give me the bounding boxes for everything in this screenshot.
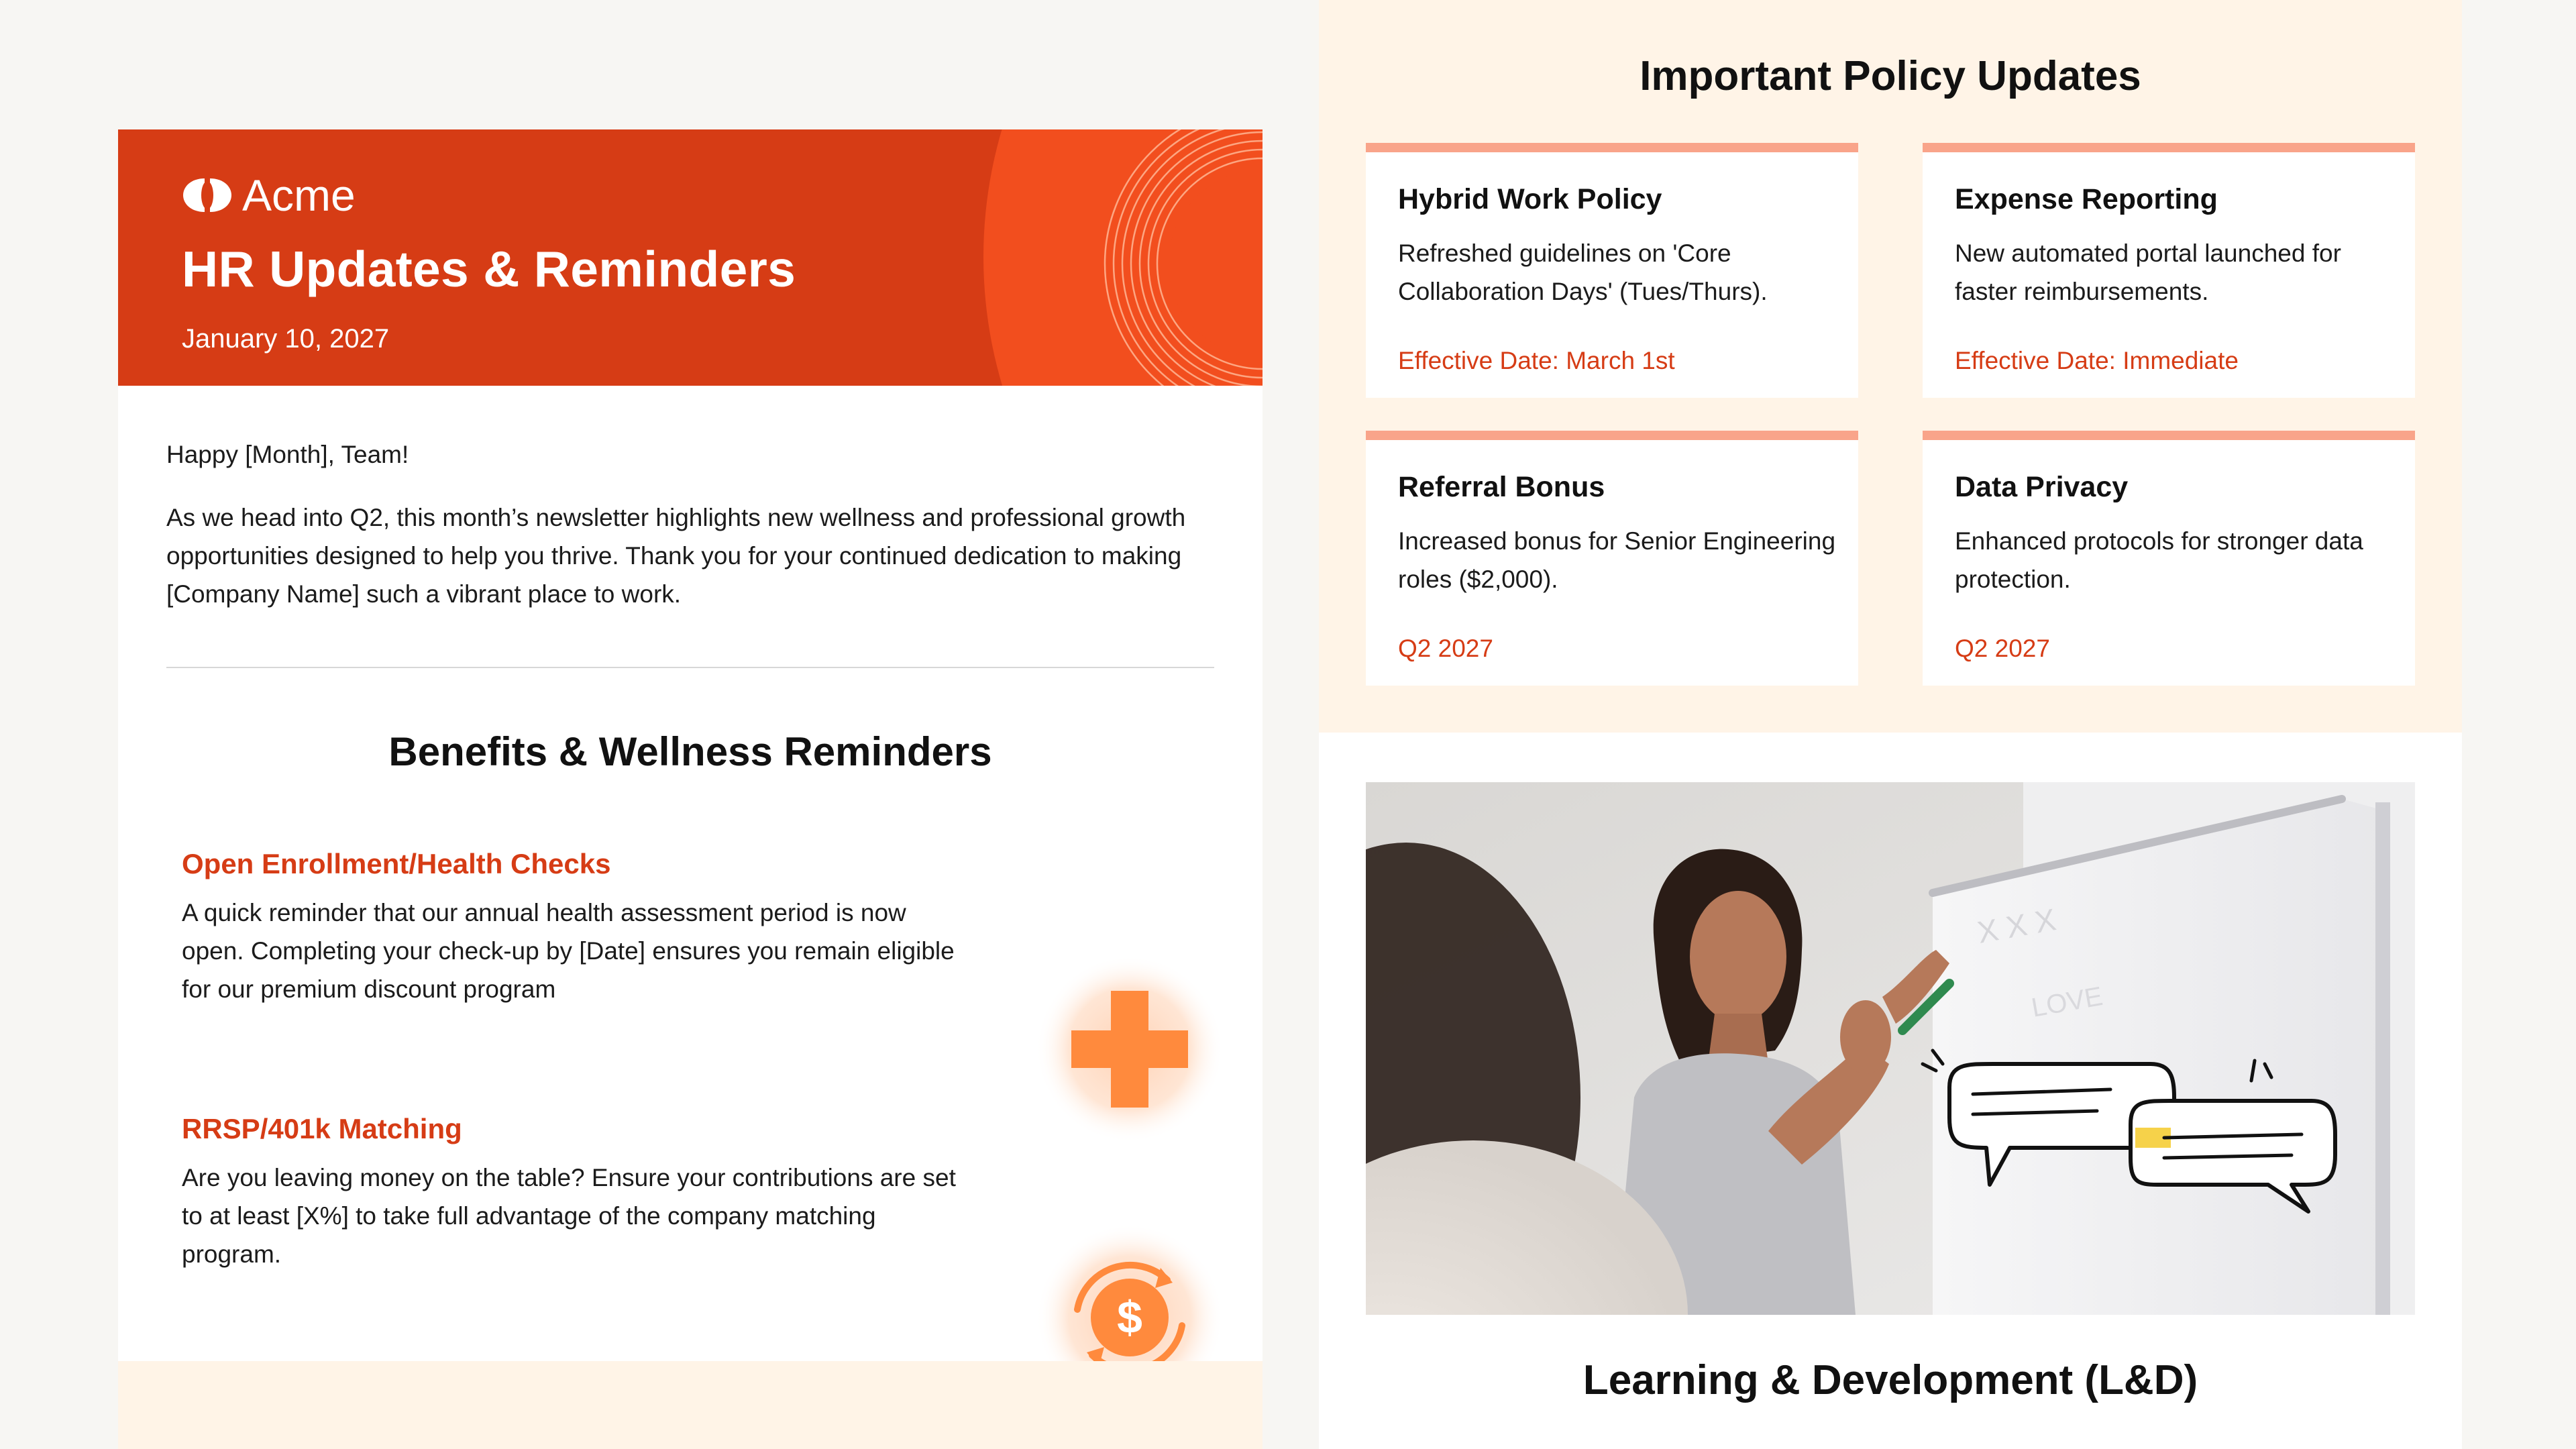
benefit-text: A quick reminder that our annual health assessment period is now open. Completing your check-up by [Date] ensures you remain eligible for our premium discount program xyxy=(182,899,955,1003)
benefit-title: RRSP/401k Matching xyxy=(182,1113,462,1144)
svg-text:$: $ xyxy=(1117,1292,1142,1343)
policy-card-description: Refreshed guidelines on 'Core Collaboration Days' (Tues/Thurs). xyxy=(1398,239,1768,305)
benefit-text: Are you leaving money on the table? Ensure your contributions are set to at least [X%] to take full advantage of the company matching program. xyxy=(182,1164,956,1268)
policy-card-title: Hybrid Work Policy xyxy=(1398,183,1662,215)
policy-card-title: Referral Bonus xyxy=(1398,471,1605,503)
acme-logo-icon xyxy=(182,177,233,213)
newsletter-title: HR Updates & Reminders xyxy=(182,241,796,297)
policy-card-expense-reporting xyxy=(1923,143,2415,398)
newsletter-header-banner xyxy=(118,129,1263,386)
policy-card-hybrid-work xyxy=(1366,143,1858,398)
learning-heading: Learning & Development (L&D) xyxy=(1582,1357,2198,1403)
newsletter-left-column xyxy=(118,129,1263,1449)
policy-updates-section xyxy=(1319,0,2462,733)
policy-card-title: Expense Reporting xyxy=(1955,183,2218,215)
policy-card-title: Data Privacy xyxy=(1955,471,2129,503)
svg-text:X X X: X X X xyxy=(1974,902,2059,950)
newsletter-right-column xyxy=(1319,0,2462,1449)
policy-card-timeline: Q2 2027 xyxy=(1398,635,1493,662)
policy-card-description: Increased bonus for Senior Engineering roles ($2,000). xyxy=(1398,527,1836,593)
presenter-illustration xyxy=(1366,782,2415,1315)
benefit-title: Open Enrollment/Health Checks xyxy=(182,848,611,879)
benefits-heading: Benefits & Wellness Reminders xyxy=(388,729,992,774)
intro-body: As we head into Q2, this month’s newsletter highlights new wellness and professional growth opportunities designed to help you thrive. Thank you for your continued dedication to making [Company Name] such a vibrant place to work. xyxy=(166,504,1186,608)
policy-card-effective-date: Effective Date: March 1st xyxy=(1398,347,1675,374)
policy-heading: Important Policy Updates xyxy=(1640,53,2141,99)
policy-card-effective-date: Effective Date: Immediate xyxy=(1955,347,2239,374)
brand-name: Acme xyxy=(242,170,356,220)
intro-greeting: Happy [Month], Team! xyxy=(166,441,409,468)
policy-card-referral-bonus xyxy=(1366,431,1858,686)
newsletter-footer-strip xyxy=(118,1361,1263,1449)
policy-card-data-privacy xyxy=(1923,431,2415,686)
medical-cross-icon xyxy=(1036,955,1224,1143)
policy-card-timeline: Q2 2027 xyxy=(1955,635,2050,662)
policy-card-description: Enhanced protocols for stronger data protection. xyxy=(1955,527,2363,593)
brand-logo xyxy=(182,170,356,221)
newsletter-date: January 10, 2027 xyxy=(182,324,390,354)
section-divider xyxy=(166,667,1214,668)
intro-section xyxy=(166,435,1226,613)
benefit-item-enrollment xyxy=(182,848,987,1008)
policy-card-description: New automated portal launched for faster reimbursements. xyxy=(1955,239,2341,305)
svg-text:LOVE: LOVE xyxy=(2029,981,2105,1023)
learning-photo xyxy=(1366,782,2415,1315)
benefit-item-matching xyxy=(182,1113,987,1273)
